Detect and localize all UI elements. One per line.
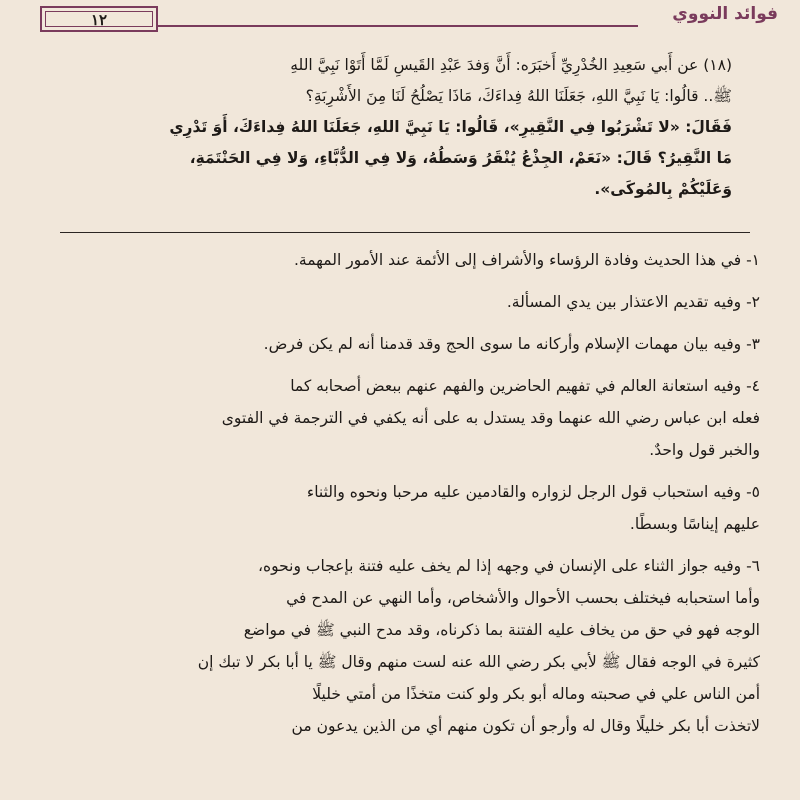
benefit-line: ٤- وفيه استعانة العالم في تفهيم الحاضرين والفهم عنهم ببعض أصحابه كما	[290, 377, 760, 395]
page-header	[0, 0, 800, 36]
benefit-line: ٢- وفيه تقديم الاعتذار بين يدي المسألة.	[506, 293, 760, 311]
section-divider	[60, 232, 750, 233]
benefit-line: ٥- وفيه استحباب قول الرجل لزواره والقادمين عليه مرحبا ونحوه والثناء	[306, 483, 760, 501]
benefits-list	[45, 238, 760, 742]
page-number: ١٢	[90, 11, 108, 29]
list-item	[45, 550, 760, 742]
page-number-frame	[40, 6, 158, 32]
benefit-line: كثيرة في الوجه فقال ﷺ لأبي بكر رضي الله عنه لست منهم وقال ﷺ يا أبا بكر لا تبك إن	[197, 653, 760, 671]
hadith-line: ﷺ.. قالُوا: يَا نَبِيَّ اللهِ، جَعَلَنَا اللهُ فِداءَكَ، مَاذَا يَصْلُحُ لَنَا مِنَ الأَشْرِبَةِ؟	[305, 87, 732, 105]
list-item	[45, 286, 760, 318]
header-rule	[158, 25, 638, 27]
list-item	[45, 370, 760, 466]
benefit-line: لاتخذت أبا بكر خليلًا وقال له وأرجو أن تكون منهم أي من الذين يدعون من	[291, 717, 760, 735]
benefit-line: فعله ابن عباس رضي الله عنهما وقد يستدل به على أنه يكفي في الترجمة في الفتوى	[221, 409, 760, 427]
list-item	[45, 476, 760, 540]
benefit-line: ١- في هذا الحديث وفادة الرؤساء والأشراف إلى الأئمة عند الأمور المهمة.	[293, 251, 760, 269]
hadith-line: وَعَلَيْكُمْ بِالمُوكَى».	[594, 180, 732, 198]
benefit-line: ٦- وفيه جواز الثناء على الإنسان في وجهه إذا لم يخف عليه فتنة بإعجاب ونحوه،	[258, 557, 760, 575]
list-item	[45, 328, 760, 360]
hadith-line: (١٨) عن أَبي سَعِيدِ الخُدْرِيِّ أَخبَرَه: أَنَّ وَفدَ عَبْدِ القَيسِ لَمَّا أَتَوْا نَبِيَّ اللهِ	[290, 56, 732, 74]
benefit-line: الوجه فهو في حق من يخاف عليه الفتنة بما ذكرناه، وقد مدح النبي ﷺ في مواضع	[243, 621, 760, 639]
running-title: فوائد النووي	[672, 4, 778, 24]
list-item	[45, 244, 760, 276]
benefit-line: وأما استحبابه فيختلف بحسب الأحوال والأشخاص، وأما النهي عن المدح في	[286, 589, 760, 607]
benefit-line: عليهم إيناسًا وبسطًا.	[629, 515, 760, 533]
hadith-text	[60, 50, 732, 205]
hadith-line: مَا النَّقِيرُ؟ قَالَ: «نَعَمْ، الجِذْعُ يُنْقَرُ وَسَطُهُ، وَلا فِي الدُّبَّاءِ، وَلا فِي الحَنْتَمَةِ،	[189, 149, 732, 167]
benefit-line: والخبر قول واحدٌ.	[649, 441, 760, 459]
benefit-line: ٣- وفيه بيان مهمات الإسلام وأركانه ما سوى الحج وقد قدمنا أنه لم يكن فرض.	[263, 335, 760, 353]
hadith-line: فَقَالَ: «لا تَشْرَبُوا فِي النَّقِيرِ»، قَالُوا: يَا نَبِيَّ اللهِ، جَعَلَنَا اللهُ فِداءَكَ، أَوَ تَدْرِي	[169, 118, 732, 136]
benefit-line: أمن الناس علي في صحبته وماله أبو بكر ولو كنت متخذًا من أمتي خليلًا	[312, 685, 760, 703]
